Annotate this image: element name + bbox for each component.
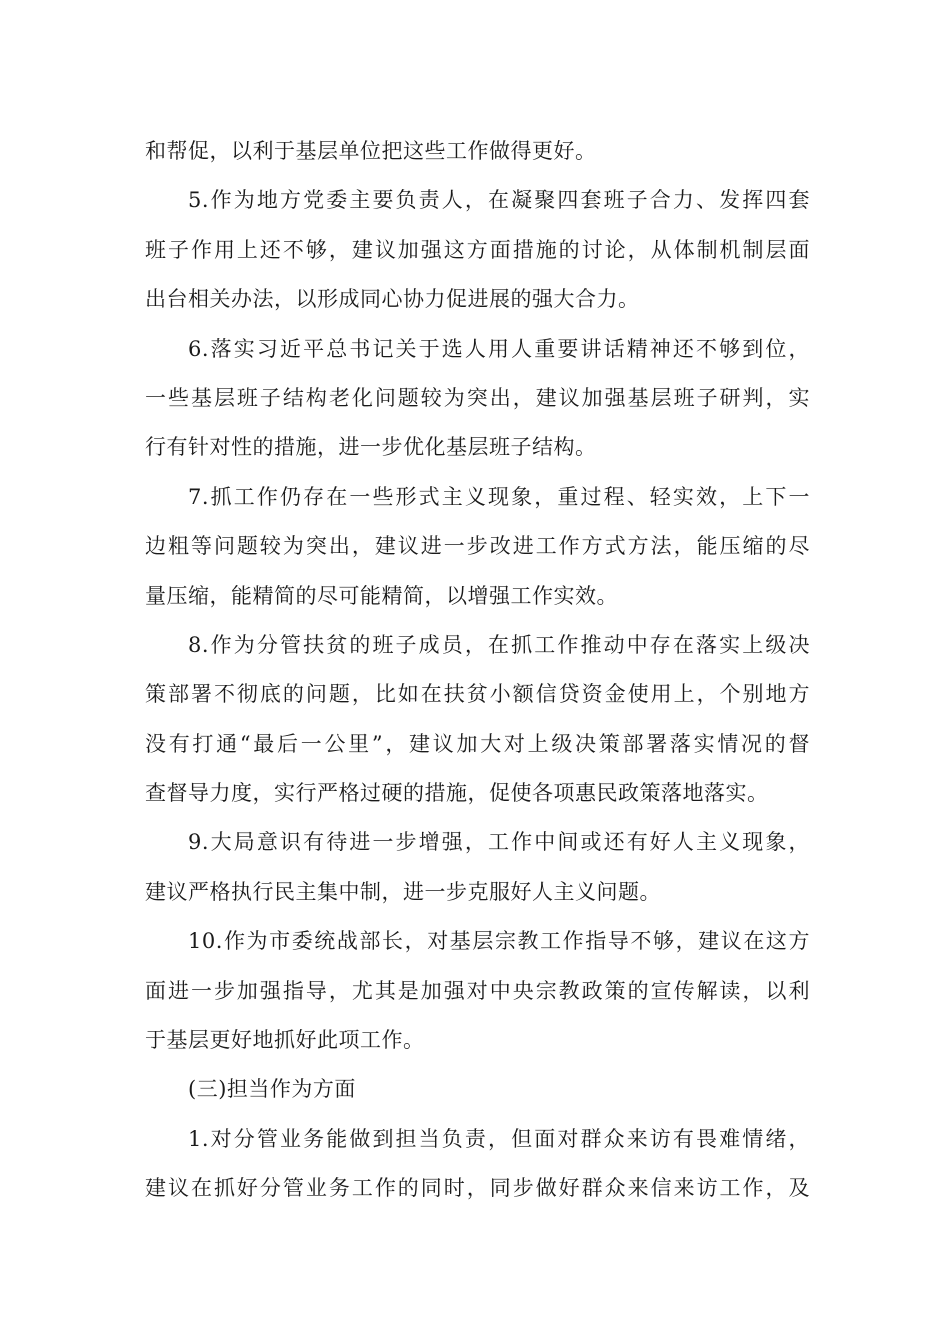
text-line: 策部署不彻底的问题，比如在扶贫小额信贷资金使用上，个别地方 — [145, 682, 810, 707]
text-line: 建议在抓好分管业务工作的同时，同步做好群众来信来访工作，及 — [145, 1176, 810, 1201]
text-line: 9.大局意识有待进一步增强，工作中间或还有好人主义现象， — [188, 830, 810, 855]
paragraph — [145, 325, 810, 473]
text-line: 班子作用上还不够，建议加强这方面措施的讨论，从体制机制层面 — [145, 237, 810, 262]
document-body — [145, 127, 810, 1214]
text-line: 1.对分管业务能做到担当负责，但面对群众来访有畏难情绪， — [188, 1126, 810, 1151]
paragraph — [145, 818, 810, 917]
text-line: 没有打通“最后一公里”，建议加大对上级决策部署落实情况的督 — [145, 731, 810, 756]
paragraph — [145, 917, 810, 1065]
text-line: 量压缩，能精简的尽可能精简，以增强工作实效。 — [145, 583, 618, 608]
text-line: 和帮促，以利于基层单位把这些工作做得更好。 — [145, 139, 597, 163]
text-line: 建议严格执行民主集中制，进一步克服好人主义问题。 — [145, 879, 661, 904]
text-line: 10.作为市委统战部长，对基层宗教工作指导不够，建议在这方 — [188, 929, 810, 954]
text-line: 7.抓工作仍存在一些形式主义现象，重过程、轻实效，上下一 — [188, 484, 810, 509]
paragraph — [145, 1065, 810, 1114]
paragraph — [145, 473, 810, 621]
text-line: 5.作为地方党委主要负责人，在凝聚四套班子合力、发挥四套 — [188, 188, 810, 213]
text-line: 6.落实习近平总书记关于选人用人重要讲话精神还不够到位， — [188, 336, 810, 361]
text-line: 面进一步加强指导，尤其是加强对中央宗教政策的宣传解读，以利 — [145, 978, 810, 1003]
paragraph — [145, 1115, 810, 1214]
paragraph — [145, 176, 810, 324]
text-line: 查督导力度，实行严格过硬的措施，促使各项惠民政策落地落实。 — [145, 781, 769, 806]
text-line: 8.作为分管扶贫的班子成员，在抓工作推动中存在落实上级决 — [188, 632, 810, 657]
text-line: 于基层更好地抓好此项工作。 — [145, 1028, 425, 1053]
text-line: 行有针对性的措施，进一步优化基层班子结构。 — [145, 435, 597, 460]
text-line: 边粗等问题较为突出，建议进一步改进工作方式方法，能压缩的尽 — [145, 534, 810, 559]
text-line: 出台相关办法，以形成同心协力促进展的强大合力。 — [145, 287, 640, 312]
paragraph — [145, 621, 810, 819]
text-line: (三)担当作为方面 — [188, 1077, 356, 1102]
paragraph — [145, 127, 810, 176]
text-line: 一些基层班子结构老化问题较为突出，建议加强基层班子研判，实 — [145, 385, 810, 410]
